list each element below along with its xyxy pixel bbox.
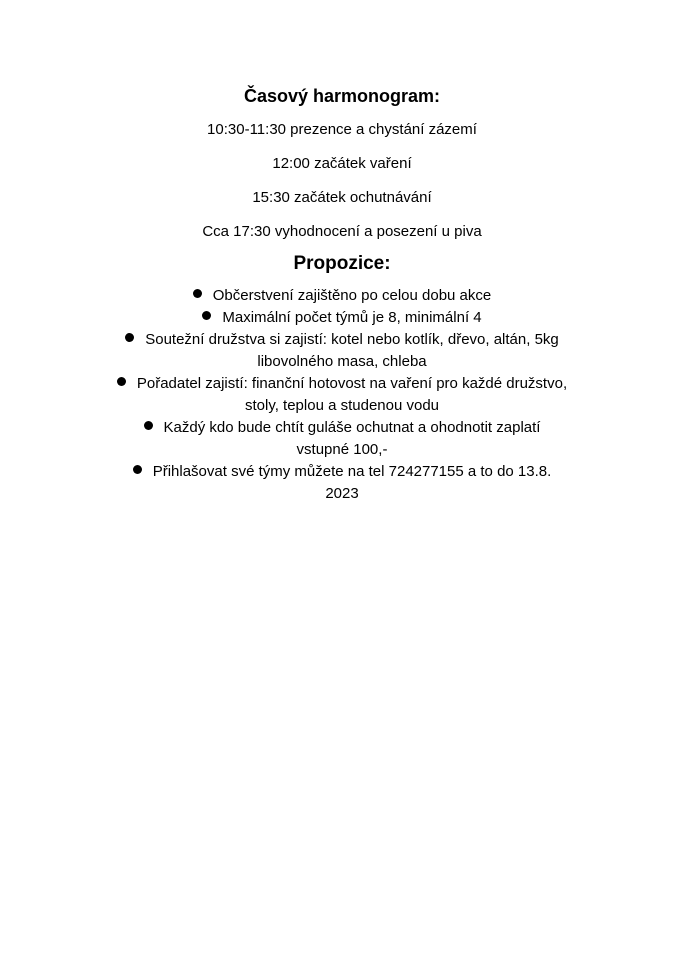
rules-title: Propozice: <box>293 253 391 274</box>
rules-item-text: Soutežní družstva si zajistí: kotel nebo kotlík, dřevo, altán, 5kg libovolného masa, chleba <box>145 331 559 370</box>
rules-item <box>104 461 580 505</box>
rules-item-text: Maximální počet týmů je 8, minimální 4 <box>222 309 482 326</box>
rules-list <box>104 285 580 505</box>
bullet-icon <box>144 421 153 430</box>
bullet-icon <box>193 289 202 298</box>
schedule-item: 10:30-11:30 prezence a chystání zázemí <box>207 121 477 138</box>
rules-item <box>104 329 580 373</box>
rules-item-text: Přihlašovat své týmy můžete na tel 724277155 a to do 13.8. 2023 <box>152 463 552 502</box>
schedule-item: Cca 17:30 vyhodnocení a posezení u piva <box>202 223 482 240</box>
schedule-title: Časový harmonogram: <box>243 86 441 106</box>
rules-item <box>104 307 580 329</box>
bullet-icon <box>202 311 211 320</box>
bullet-icon <box>117 377 126 386</box>
schedule-list <box>104 120 580 241</box>
rules-item-text: Občerstvení zajištěno po celou dobu akce <box>212 287 492 304</box>
bullet-icon <box>125 333 134 342</box>
rules-item-text: Pořadatel zajistí: finanční hotovost na vaření pro každé družstvo, stoly, teplou a studenou vodu <box>136 375 568 414</box>
document-content <box>104 84 580 505</box>
rules-item <box>104 285 580 307</box>
rules-item <box>104 417 580 461</box>
bullet-icon <box>133 465 142 474</box>
schedule-item: 15:30 začátek ochutnávání <box>252 189 432 206</box>
schedule-item: 12:00 začátek vaření <box>272 155 412 172</box>
rules-item <box>104 373 580 417</box>
rules-item-text: Každý kdo bude chtít guláše ochutnat a ohodnotit zaplatí vstupné 100,- <box>163 419 541 458</box>
